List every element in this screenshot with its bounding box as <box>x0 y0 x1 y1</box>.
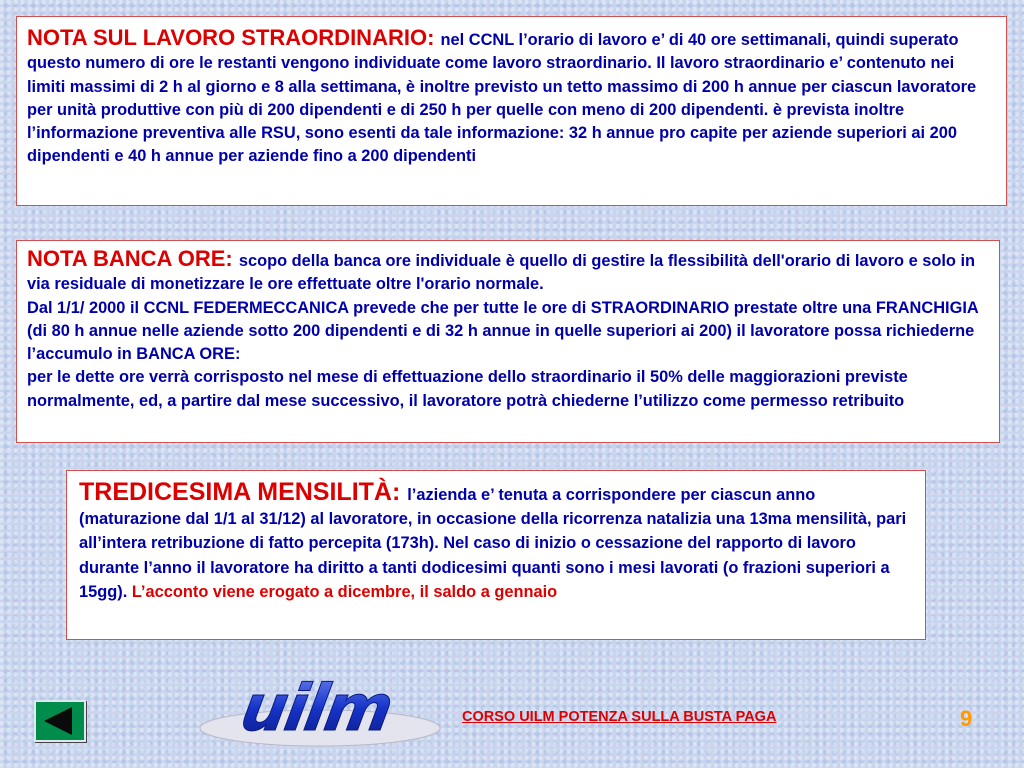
overtime-note-heading: NOTA SUL LAVORO STRAORDINARIO: <box>27 25 441 50</box>
uilm-logo <box>186 676 442 748</box>
overtime-note-text: nel CCNL l’orario di lavoro e’ di 40 ore settimanali, quindi superato questo numero di ore le restanti vengono individuate come lavoro straordinario. Il lavoro straordinario e’ contenuto nei limiti massimi di 2 h al giorno e 8 alla settimana, è inoltre previsto un tetto massimo di 200 h annue per ciascun lavoratore per unità produttive con più di 200 dipendenti e di 250 h per quelle con meno di 200 dipendenti. è prevista inoltre l’informazione preventiva alle RSU, sono esenti da tale informazione: 32 h annue pro capite per aziende superiori ai 200 dipendenti e 40 h annue per aziende fino a 200 dipendenti <box>27 31 977 166</box>
previous-slide-button[interactable] <box>34 700 86 742</box>
thirteenth-month-box <box>66 470 926 640</box>
hours-bank-note-box <box>16 240 1000 443</box>
hours-bank-paragraph-1: Dal 1/1/ 2000 il CCNL FEDERMECCANICA prevede che per tutte le ore di STRAORDINARIO prestate oltre una FRANCHIGIA (di 80 h annue nelle aziende sotto 200 dipendenti e di 32 h annue in quelle superiori ai 200) il lavoratore possa richiederne l’accumulo in BANCA ORE: <box>27 298 979 364</box>
thirteenth-month-highlight: L’acconto viene erogato a dicembre, il saldo a gennaio <box>131 582 558 601</box>
svg-text:uilm: uilm <box>235 676 397 746</box>
thirteenth-month-text: l’azienda e’ tenuta a corrispondere per ciascun anno (maturazione dal 1/1 al 31/12) al lavoratore, in occasione della ricorrenza natalizia una 13ma mensilità, pari all’intera retribuzione di fatto percepita (173h). Nel caso di inizio o cessazione del rapporto di lavoro durante l’anno il lavoratore ha diritto a tanti dodicesimi quanti sono i mesi lavorati (o frazioni superiori a 15gg). <box>79 486 907 601</box>
hours-bank-heading: NOTA BANCA ORE: <box>27 246 239 271</box>
overtime-note-box <box>16 16 1007 206</box>
thirteenth-month-heading: TREDICESIMA MENSILITÀ: <box>79 478 408 506</box>
page-number: 9 <box>960 706 973 731</box>
hours-bank-paragraph-2: per le dette ore verrà corrisposto nel mese di effettuazione dello straordinario il 50% delle maggiorazioni previste normalmente, ed, a partire dal mese successivo, il lavoratore potrà chiederne l’utilizzo come permesso retribuito <box>27 368 908 410</box>
back-arrow-icon <box>36 702 84 740</box>
hours-bank-lead: scopo della banca ore individuale è quello di gestire la flessibilità dell'orario di lavoro e solo in via residuale di monetizzare le ore effettuate oltre l'orario normale. <box>27 252 976 294</box>
course-title-footer: CORSO UILM POTENZA SULLA BUSTA PAGA <box>462 709 777 725</box>
